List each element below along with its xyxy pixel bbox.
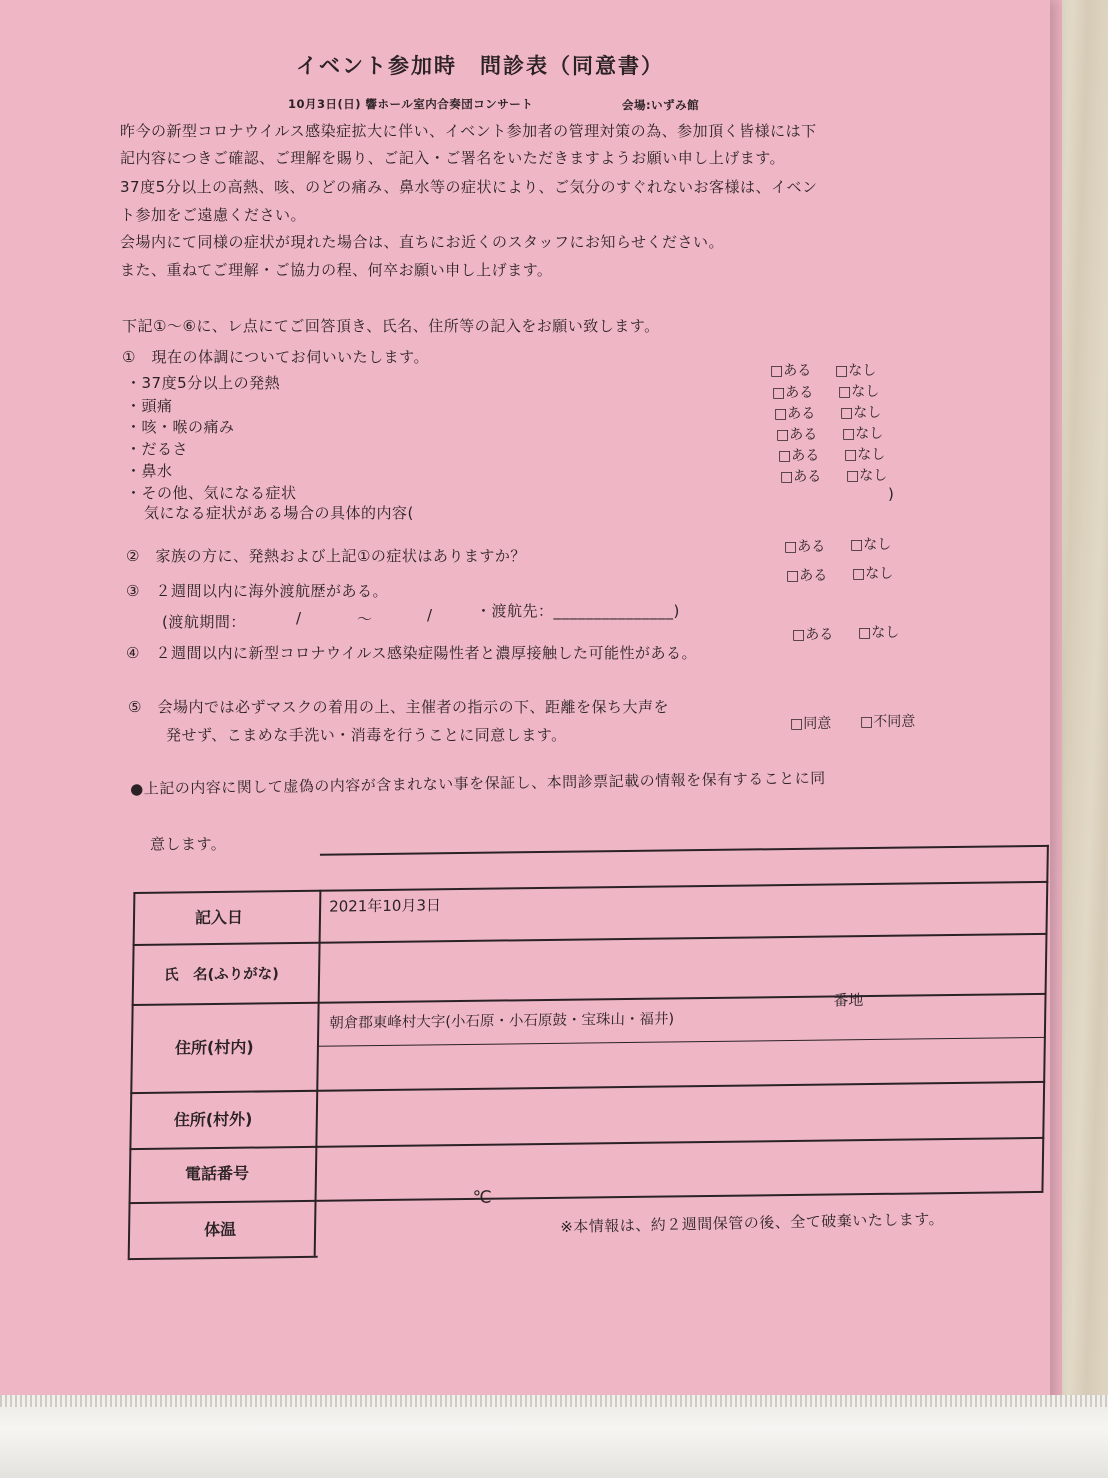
intro-line: 記内容につきご確認、ご理解を賜り、ご記入・ご署名をいただきますようお願い申し上げます。 xyxy=(120,149,786,167)
q1-headache-no-checkbox[interactable]: □なし xyxy=(838,384,880,400)
address-banchi-label: 番地 xyxy=(833,991,864,1010)
q1-item: ・その他、気になる症状 xyxy=(126,484,297,502)
q3-no-checkbox[interactable]: □なし xyxy=(852,566,894,582)
date-value[interactable]: 2021年10月3日 xyxy=(329,896,442,916)
q1-item: ・頭痛 xyxy=(126,397,173,415)
intro-line: ト参加をご遠慮ください。 xyxy=(120,206,307,224)
q1-item: ・だるさ xyxy=(126,440,189,458)
q3-title: ③ ２週間以内に海外渡航歴がある。 xyxy=(126,582,388,600)
q1-other-yes-checkbox[interactable]: □ある xyxy=(780,469,822,485)
phone-label: 電話番号 xyxy=(184,1163,250,1184)
intro-line: また、重ねてご理解・ご協力の程、何卒お願い申し上げます。 xyxy=(120,261,553,279)
q1-fatigue-yes-checkbox[interactable]: □ある xyxy=(776,427,818,443)
intro-line: 会場内にて同様の症状が現れた場合は、直ちにお近くのスタッフにお知らせください。 xyxy=(120,233,725,251)
q1-item: ・37度5分以上の発熱 xyxy=(126,374,281,392)
name-label: 氏 名(ふりがな) xyxy=(163,966,279,984)
address-village-value[interactable]: 朝倉郡東峰村大字(小石原・小石原鼓・宝珠山・福井) xyxy=(329,1011,675,1032)
q2-no-checkbox[interactable]: □なし xyxy=(850,537,892,553)
q1-nose-no-checkbox[interactable]: □なし xyxy=(844,447,886,463)
q3-period-label: (渡航期間： xyxy=(162,613,246,631)
temperature-unit: ℃ xyxy=(472,1187,492,1208)
form-row-line xyxy=(129,1137,1044,1150)
date-label: 記入日 xyxy=(194,907,244,928)
temperature-label: 体温 xyxy=(203,1219,237,1240)
q1-title: ① 現在の体調についてお伺いいたします。 xyxy=(122,348,429,366)
footer-note: ※本情報は、約２週間保管の後、全て破棄いたします。 xyxy=(560,1209,945,1236)
q4-yes-checkbox[interactable]: □ある xyxy=(792,627,834,643)
q3-destination-field[interactable]: ・渡航先：_______________) xyxy=(476,602,680,620)
venue-subtitle: 会場:いずみ館 xyxy=(622,98,700,112)
q3-yes-checkbox[interactable]: □ある xyxy=(786,568,828,584)
q4-no-checkbox[interactable]: □なし xyxy=(858,625,900,641)
entry-form-table xyxy=(128,845,1054,1260)
q2-yes-checkbox[interactable]: □ある xyxy=(784,539,826,555)
q1-fatigue-no-checkbox[interactable]: □なし xyxy=(842,426,884,442)
q1-throat-no-checkbox[interactable]: □なし xyxy=(840,405,882,421)
q5-disagree-checkbox[interactable]: □不同意 xyxy=(860,714,916,730)
q1-nose-yes-checkbox[interactable]: □ある xyxy=(778,448,820,464)
q3-slash: / xyxy=(427,606,433,624)
q1-fever-no-checkbox[interactable]: □なし xyxy=(835,363,877,379)
q5-line2: 発せず、こまめな手洗い・消毒を行うことに同意します。 xyxy=(166,726,567,744)
address-village-label: 住所(村内) xyxy=(174,1037,254,1058)
q5-agree-checkbox[interactable]: □同意 xyxy=(790,716,832,732)
form-row-line xyxy=(132,993,1047,1006)
q1-detail-label: 気になる症状がある場合の具体的内容( xyxy=(144,504,414,522)
form-row-line xyxy=(133,881,1048,894)
address-outside-label: 住所(村外) xyxy=(173,1109,253,1130)
page-title: イベント参加時 問診表（同意書） xyxy=(296,54,664,78)
declaration-line2: 意します。 xyxy=(150,835,227,853)
declaration-line1: ●上記の内容に関して虚偽の内容が含まれない事を保証し、本問診票記載の情報を保有することに同 xyxy=(130,769,826,798)
intro-line: 37度5分以上の高熱、咳、のどの痛み、鼻水等の症状により、ご気分のすぐれないお客様は、イベン xyxy=(120,178,818,196)
q1-throat-yes-checkbox[interactable]: □ある xyxy=(774,406,816,422)
q1-item: ・咳・喉の痛み xyxy=(126,418,235,436)
q1-item: ・鼻水 xyxy=(126,462,173,480)
form-row-line xyxy=(133,933,1048,946)
q1-fever-yes-checkbox[interactable]: □ある xyxy=(770,363,812,379)
form-row-line xyxy=(130,1081,1045,1094)
q4-text: ④ ２週間以内に新型コロナウイルス感染症陽性者と濃厚接触した可能性がある。 xyxy=(126,644,698,662)
instruction-text: 下記①～⑥に、レ点にてご回答頂き、氏名、住所等の記入をお願い致します。 xyxy=(122,317,660,335)
intro-line: 昨今の新型コロナウイルス感染症拡大に伴い、イベント参加者の管理対策の為、参加頂く皆様には下 xyxy=(120,122,817,140)
q3-slash: / xyxy=(296,609,302,627)
q2-text: ② 家族の方に、発熱および上記①の症状はありますか？ xyxy=(126,547,526,565)
event-subtitle: 10月3日(日) 響ホール室内合奏団コンサート xyxy=(288,97,534,111)
q5-line1: ⑤ 会場内では必ずマスクの着用の上、主催者の指示の下、距離を保ち大声を xyxy=(128,698,669,716)
q3-tilde: ～ xyxy=(357,610,373,628)
sleeve-edge xyxy=(0,1395,1108,1407)
q1-other-no-checkbox[interactable]: □なし xyxy=(846,468,888,484)
form-row-line xyxy=(129,1191,1044,1204)
q1-headache-yes-checkbox[interactable]: □ある xyxy=(772,385,814,401)
form-row-line xyxy=(317,1037,1046,1047)
plastic-sleeve xyxy=(0,1395,1108,1478)
form-col-line xyxy=(1041,845,1048,1191)
q1-detail-close: ) xyxy=(888,485,895,503)
